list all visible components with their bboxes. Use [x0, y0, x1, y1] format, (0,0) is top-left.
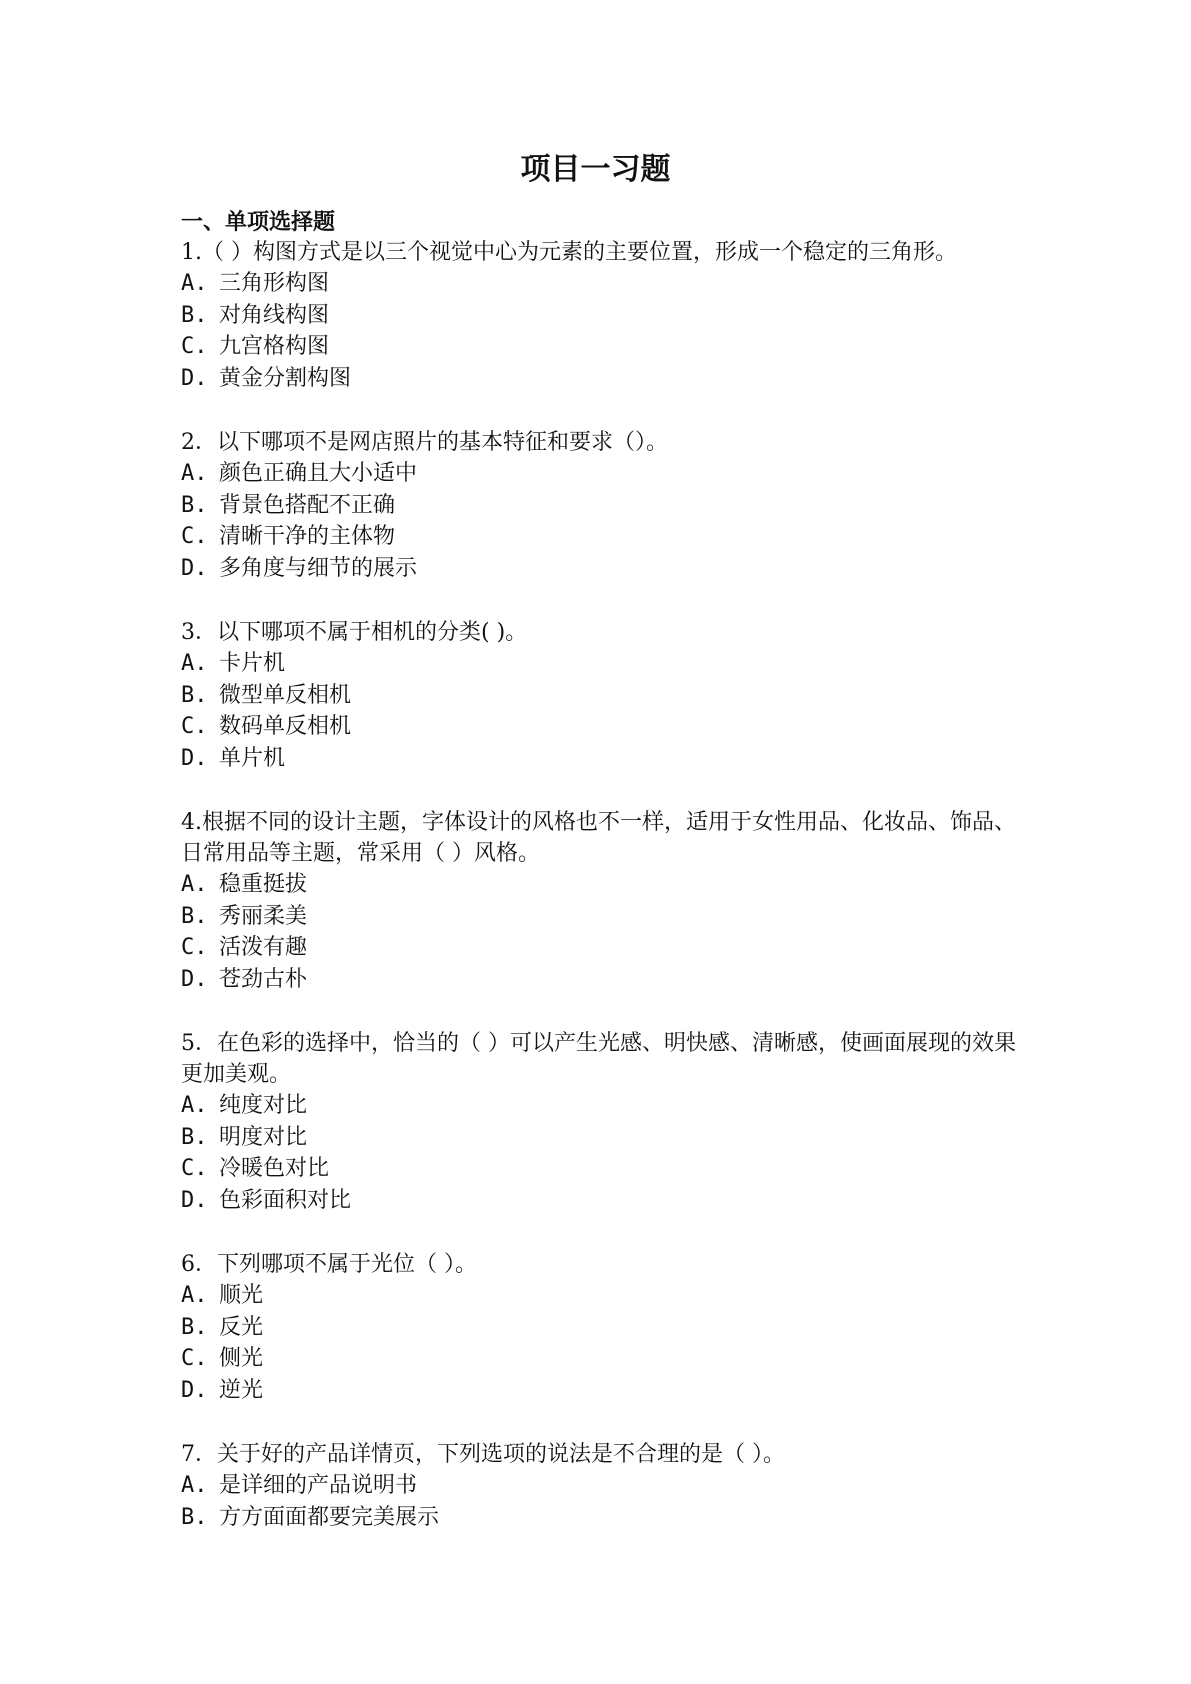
- question-stem: 5．在色彩的选择中，恰当的（ ）可以产生光感、明快感、清晰感，使画面展现的效果更加美观。: [181, 1031, 1016, 1087]
- option-text: 稳重挺拔: [219, 872, 308, 897]
- option-a: [181, 268, 1021, 300]
- option-a: [181, 1280, 1021, 1312]
- option-c: [181, 331, 1021, 363]
- document-content: [181, 207, 1021, 1566]
- option-text: 单片机: [219, 745, 286, 771]
- option-list: [181, 458, 1021, 584]
- option-letter: D.: [181, 365, 208, 391]
- option-letter: D.: [181, 555, 208, 581]
- option-a: [181, 648, 1021, 680]
- option-c: [181, 1153, 1021, 1185]
- option-letter: C.: [181, 935, 208, 960]
- option-b: [181, 1502, 1021, 1534]
- option-c: [181, 1343, 1021, 1375]
- option-text: 九宫格构图: [219, 334, 330, 359]
- question-4: [181, 807, 1021, 995]
- question-7: [181, 1439, 1021, 1533]
- option-letter: D.: [181, 1377, 208, 1403]
- option-b: [181, 1312, 1021, 1344]
- option-text: 方方面面都要完美展示: [219, 1504, 440, 1530]
- option-text: 顺光: [219, 1283, 264, 1308]
- option-text: 冷暖色对比: [219, 1156, 330, 1181]
- question-stem: 4.根据不同的设计主题，字体设计的风格也不一样，适用于女性用品、化妆品、饰品、日常用品等主题，常采用（ ）风格。: [181, 810, 1016, 866]
- option-letter: A.: [181, 461, 208, 486]
- option-d: [181, 553, 1021, 585]
- option-letter: C.: [181, 334, 208, 359]
- option-letter: A.: [181, 271, 208, 296]
- question-stem: 1.（ ）构图方式是以三个视觉中心为元素的主要位置，形成一个稳定的三角形。: [181, 240, 957, 265]
- option-text: 纯度对比: [219, 1093, 308, 1118]
- option-letter: B.: [181, 492, 208, 518]
- option-b: [181, 901, 1021, 933]
- option-letter: D.: [181, 1187, 208, 1213]
- option-text: 三角形构图: [219, 271, 330, 296]
- option-c: [181, 711, 1021, 743]
- option-letter: B.: [181, 903, 208, 929]
- option-list: [181, 648, 1021, 774]
- option-text: 逆光: [219, 1377, 264, 1403]
- option-letter: B.: [181, 1124, 208, 1150]
- option-letter: C.: [181, 1156, 208, 1181]
- question-2: [181, 427, 1021, 584]
- option-text: 对角线构图: [219, 302, 330, 328]
- option-c: [181, 932, 1021, 964]
- option-a: [181, 869, 1021, 901]
- option-letter: C.: [181, 524, 208, 549]
- option-list: [181, 869, 1021, 995]
- option-text: 活泼有趣: [219, 935, 308, 960]
- option-a: [181, 458, 1021, 490]
- option-letter: D.: [181, 745, 208, 771]
- option-b: [181, 490, 1021, 522]
- option-letter: C.: [181, 714, 208, 739]
- option-text: 秀丽柔美: [219, 903, 308, 929]
- option-letter: D.: [181, 966, 208, 992]
- option-text: 是详细的产品说明书: [219, 1473, 418, 1498]
- option-text: 数码单反相机: [219, 714, 352, 739]
- question-1: [181, 237, 1021, 394]
- option-text: 色彩面积对比: [219, 1187, 352, 1213]
- option-list: [181, 1280, 1021, 1406]
- document-title: 项目一习题: [520, 152, 671, 187]
- option-text: 明度对比: [219, 1124, 308, 1150]
- option-text: 卡片机: [219, 651, 286, 676]
- option-text: 清晰干净的主体物: [219, 524, 396, 549]
- question-stem: 2．以下哪项不是网店照片的基本特征和要求（）。: [181, 430, 668, 455]
- option-letter: A.: [181, 1093, 208, 1118]
- option-letter: A.: [181, 1283, 208, 1308]
- option-b: [181, 1122, 1021, 1154]
- option-d: [181, 1185, 1021, 1217]
- option-text: 多角度与细节的展示: [219, 555, 418, 581]
- option-text: 反光: [219, 1314, 264, 1340]
- question-stem: 6．下列哪项不属于光位（ ）。: [181, 1252, 477, 1277]
- option-d: [181, 363, 1021, 395]
- option-b: [181, 680, 1021, 712]
- option-text: 苍劲古朴: [219, 966, 308, 992]
- question-6: [181, 1249, 1021, 1406]
- option-letter: C.: [181, 1346, 208, 1371]
- option-letter: B.: [181, 1314, 208, 1340]
- option-d: [181, 1375, 1021, 1407]
- option-a: [181, 1090, 1021, 1122]
- option-letter: B.: [181, 682, 208, 708]
- question-3: [181, 617, 1021, 774]
- question-5: [181, 1028, 1021, 1216]
- option-b: [181, 300, 1021, 332]
- option-text: 黄金分割构图: [219, 365, 352, 391]
- option-letter: A.: [181, 872, 208, 897]
- question-stem: 7．关于好的产品详情页，下列选项的说法是不合理的是（ ）。: [181, 1442, 785, 1467]
- option-text: 背景色搭配不正确: [219, 492, 396, 518]
- option-letter: A.: [181, 1473, 208, 1498]
- question-stem: 3．以下哪项不属于相机的分类( )。: [181, 620, 528, 645]
- option-text: 侧光: [219, 1346, 264, 1371]
- option-letter: B.: [181, 1504, 208, 1530]
- option-text: 微型单反相机: [219, 682, 352, 708]
- option-list: [181, 268, 1021, 394]
- option-list: [181, 1470, 1021, 1533]
- option-letter: B.: [181, 302, 208, 328]
- option-list: [181, 1090, 1021, 1216]
- option-c: [181, 521, 1021, 553]
- option-d: [181, 743, 1021, 775]
- option-a: [181, 1470, 1021, 1502]
- option-letter: A.: [181, 651, 208, 676]
- section-heading: 一、单项选择题: [181, 209, 336, 235]
- option-text: 颜色正确且大小适中: [219, 461, 418, 486]
- option-d: [181, 964, 1021, 996]
